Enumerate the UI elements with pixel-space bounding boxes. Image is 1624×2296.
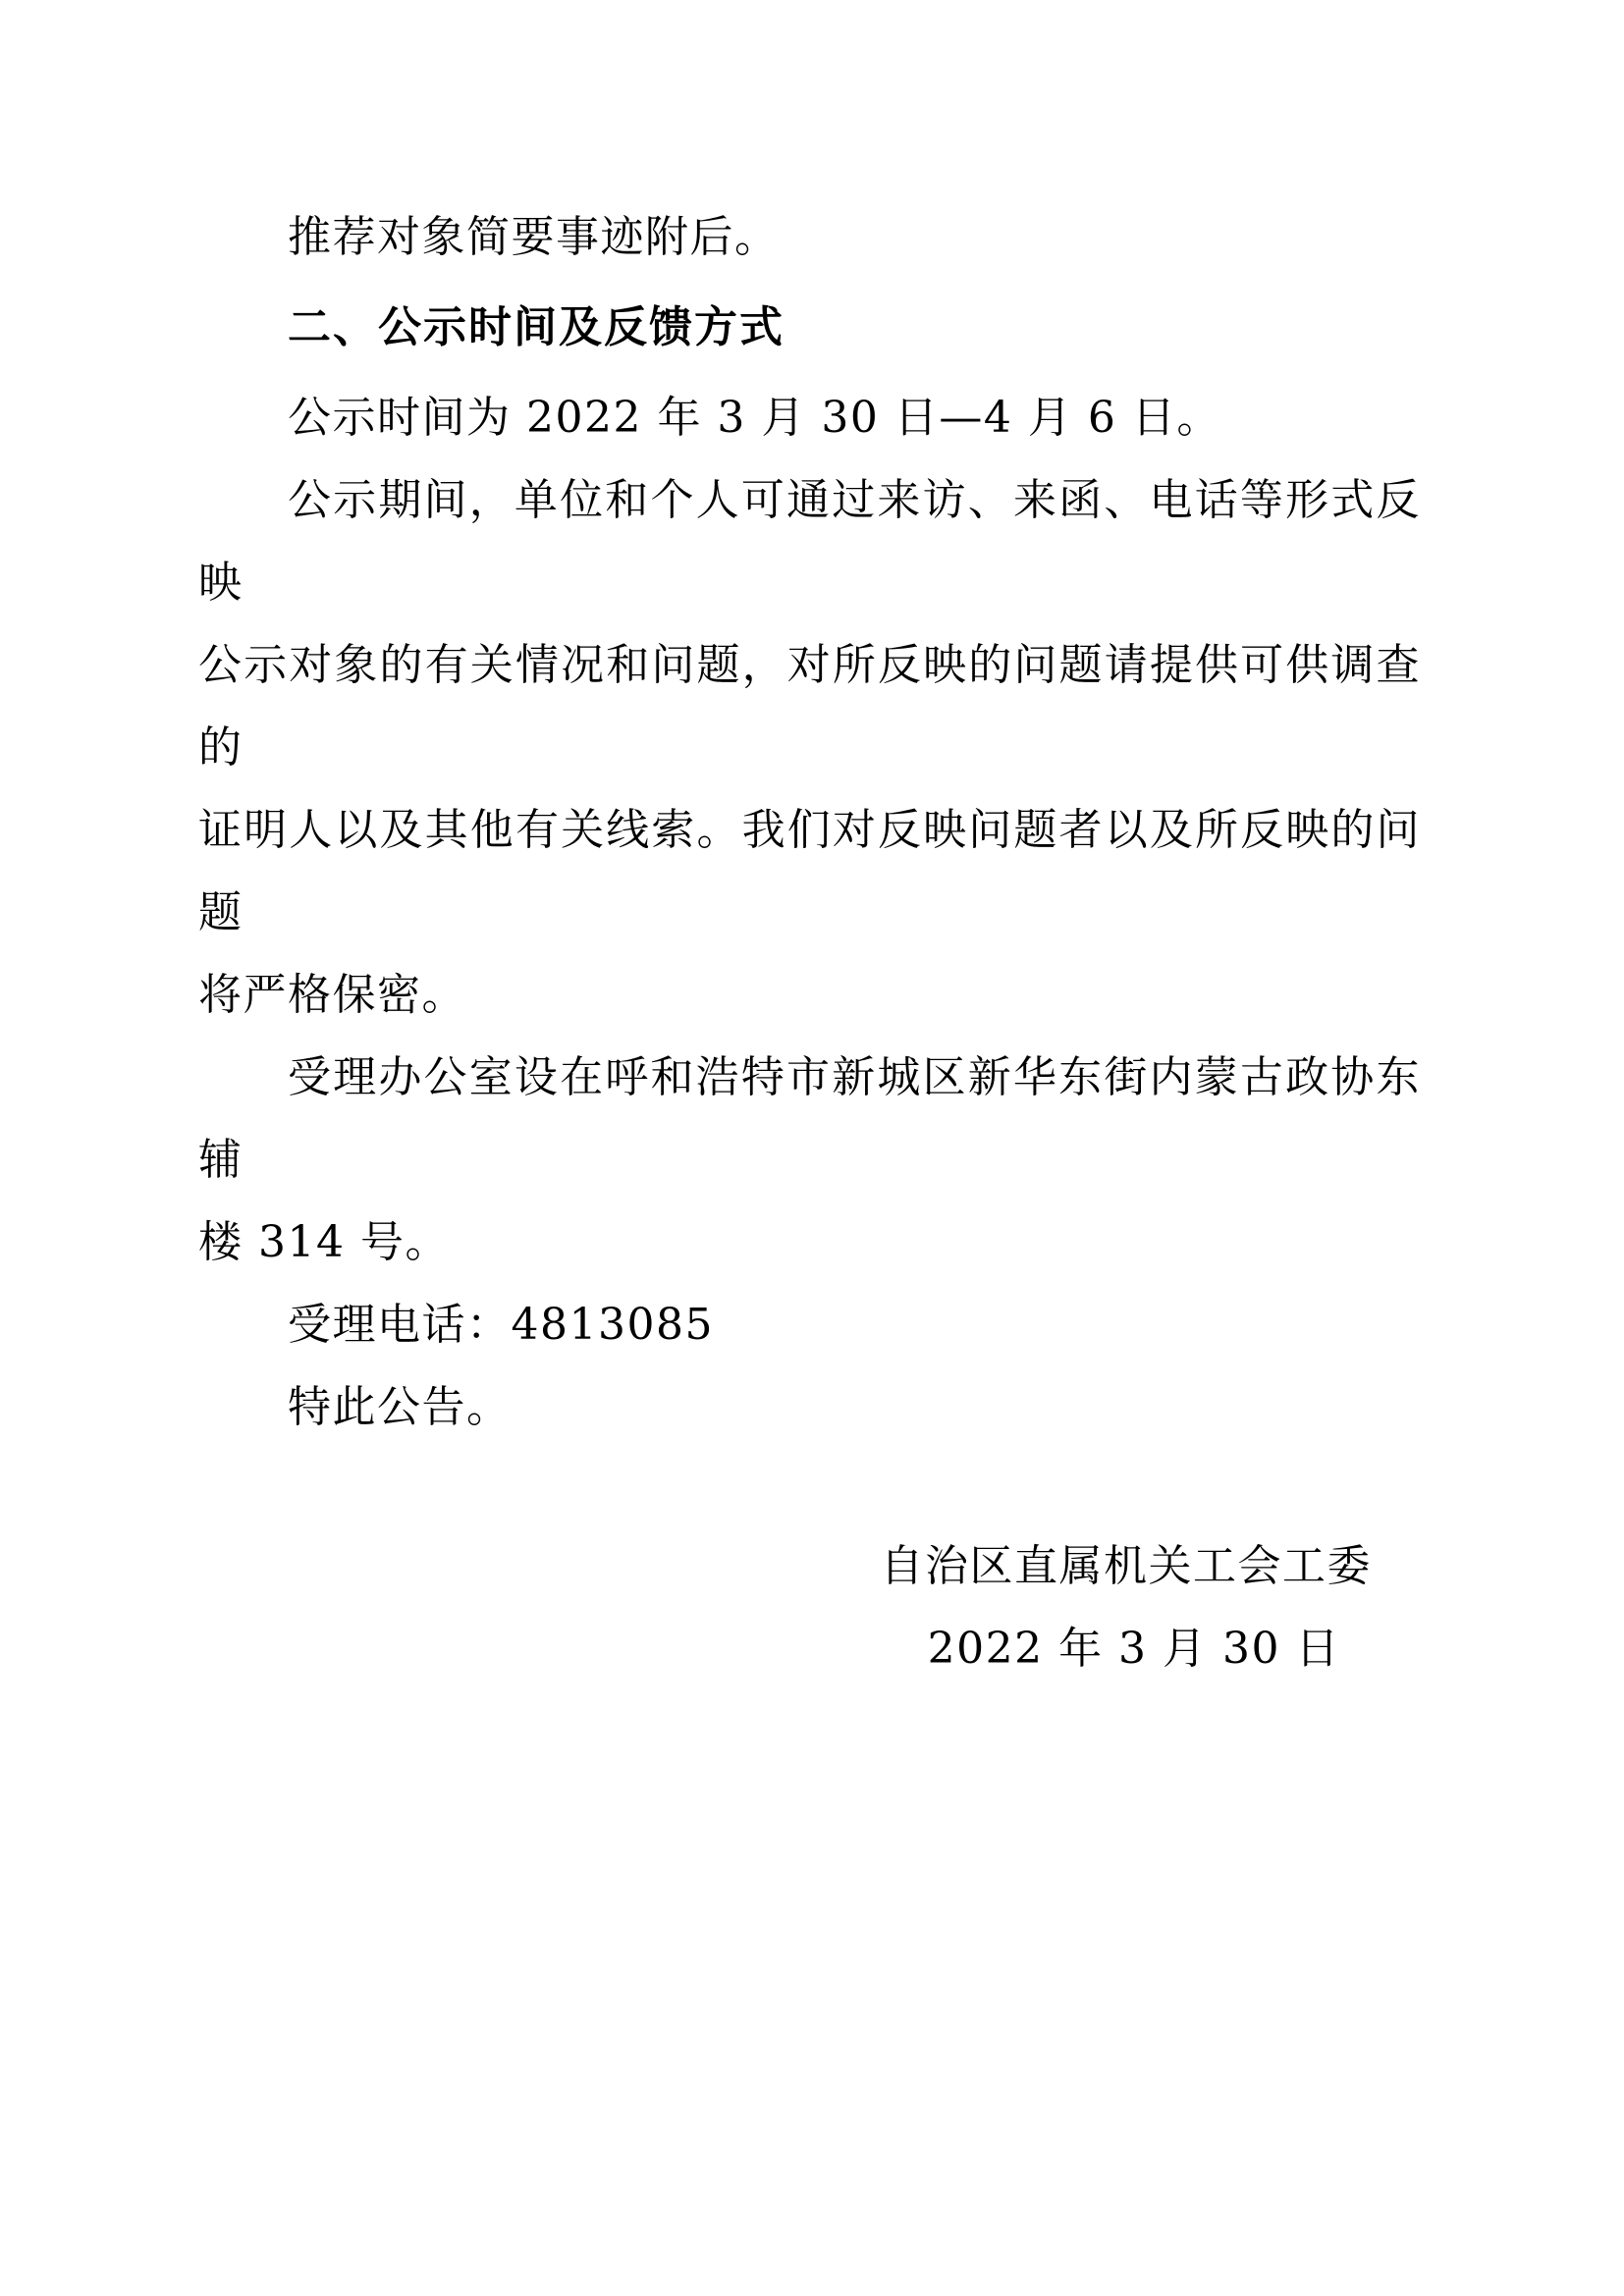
line-recommend-deeds-attached: 推荐对象简要事迹附后。 <box>288 212 780 262</box>
signature-block <box>198 1525 1421 1690</box>
line-contact-phone: 受理电话：4813085 <box>288 1300 714 1350</box>
line-office-address-2: 楼 314 号。 <box>198 1217 450 1267</box>
document-body <box>198 196 1421 1690</box>
signature-organization: 自治区直属机关工会工委 <box>880 1541 1372 1591</box>
line-feedback-methods-2: 公示对象的有关情况和问题，对所反映的问题请提供可供调查的 <box>198 640 1421 773</box>
line-feedback-methods-3: 证明人以及其他有关线索。我们对反映问题者以及所反映的问题 <box>198 805 1421 937</box>
line-feedback-methods-4: 将严格保密。 <box>198 970 466 1020</box>
signature-date: 2022 年 3 月 30 日 <box>927 1624 1340 1674</box>
line-feedback-methods-1: 公示期间，单位和个人可通过来访、来函、电话等形式反映 <box>198 475 1421 608</box>
line-closing-announcement: 特此公告。 <box>288 1382 512 1432</box>
section-heading-publicity-time-feedback: 二、公示时间及反馈方式 <box>288 302 785 352</box>
line-office-address-1: 受理办公室设在呼和浩特市新城区新华东街内蒙古政协东辅 <box>198 1052 1421 1185</box>
line-publicity-period: 公示时间为 2022 年 3 月 30 日—4 月 6 日。 <box>288 393 1221 443</box>
